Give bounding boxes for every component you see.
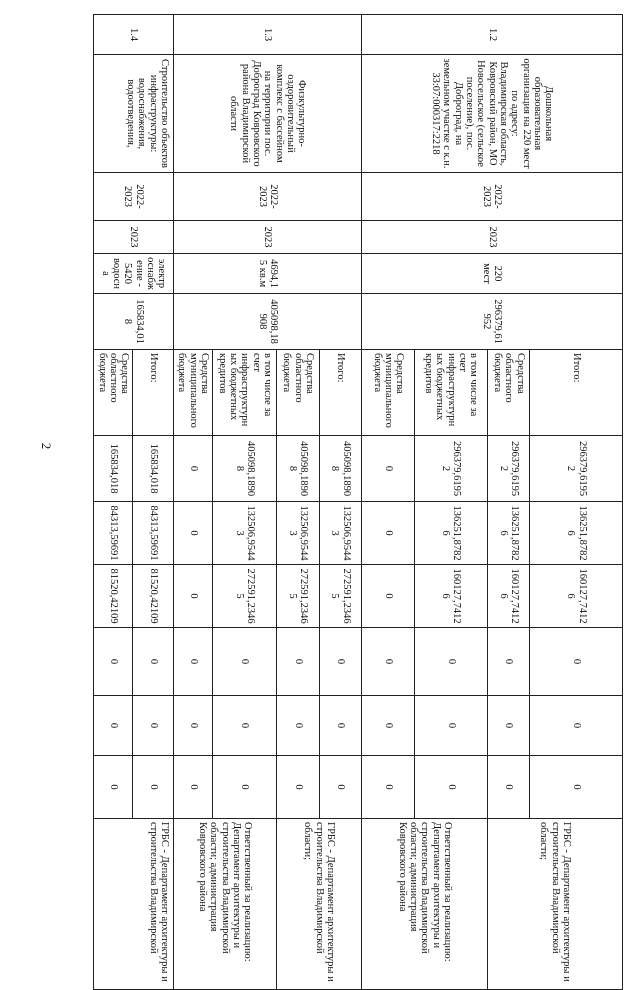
year-3-value: 0	[487, 628, 530, 696]
page-number: 2	[39, 442, 54, 450]
year-5-value: 0	[173, 756, 212, 819]
source-label: Средства муниципального бюджета	[173, 350, 212, 436]
capacity: 4694,15 кв.м	[173, 254, 361, 294]
year-2-value: 81520,42109	[133, 565, 173, 628]
year-1-value: 136251,87826	[415, 502, 487, 565]
year-2-value: 81520,42109	[94, 565, 133, 628]
year-4-value: 0	[362, 696, 415, 756]
source-label: Итого:	[530, 350, 623, 436]
year-1-value: 132506,95443	[277, 502, 320, 565]
year-2-value: 0	[173, 565, 212, 628]
year-4-value: 0	[319, 696, 362, 756]
source-label: Средства областного бюджета	[277, 350, 320, 436]
total-value: 405098,18908	[277, 436, 320, 502]
year-4-value: 0	[277, 696, 320, 756]
estimated-cost: 165834,018	[94, 294, 174, 350]
year-3-value: 0	[94, 628, 133, 696]
source-label: Средства областного бюджета	[94, 350, 133, 436]
year-1-value: 136251,87826	[487, 502, 530, 565]
year-1-value: 136251,87826	[530, 502, 623, 565]
year-2-value: 160127,74126	[530, 565, 623, 628]
year-4-value: 0	[415, 696, 487, 756]
total-value: 296379,61952	[487, 436, 530, 502]
responsible-cell: Ответственный за реализацию: Департамент архитектуры и строительства Владимирской области; администрация Ковровского района	[173, 819, 276, 990]
source-label: Средства муниципального бюджета	[362, 350, 415, 436]
year-5-value: 0	[487, 756, 530, 819]
year-2-value: 160127,74126	[487, 565, 530, 628]
year-1-value: 132506,95443	[213, 502, 277, 565]
year-3-value: 0	[277, 628, 320, 696]
year-1-value: 84313,59691	[133, 502, 173, 565]
total-value: 405098,18908	[319, 436, 362, 502]
capacity: 220 мест	[362, 254, 623, 294]
object-name: Строительство объектов инфраструктуры: водоснабжения, водоотведения,	[94, 55, 174, 173]
grbs-cell: ГРБС - Департамент архитектуры и строительства Владимирской	[94, 819, 174, 990]
source-label: Средства областного бюджета	[487, 350, 530, 436]
row-number: 1.4	[94, 15, 174, 55]
object-name: Дошкольная образовательная организация на 220 мест по адресу: Владимирская область, Ковровский район, МО Новосельское (сельское поселение), пос. Доброград, на земельном участке с к.н. 33:07:000317:2218	[362, 55, 623, 173]
rotated-table-area	[93, 14, 623, 982]
total-value: 296379,61952	[530, 436, 623, 502]
year-5-value: 0	[133, 756, 173, 819]
row-number: 1.2	[362, 15, 623, 55]
year-2-value: 272591,23465	[213, 565, 277, 628]
year-3-value: 0	[415, 628, 487, 696]
capacity: электроснабжение - 5420 водосна	[94, 254, 174, 294]
grbs-cell: ГРБС - Департамент архитектуры и строительства Владимирской области;	[277, 819, 362, 990]
year-1-value: 0	[362, 502, 415, 565]
period: 2022-2023	[94, 173, 174, 221]
year-4-value: 0	[94, 696, 133, 756]
period: 2022-2023	[362, 173, 623, 221]
year-5-value: 0	[94, 756, 133, 819]
year-5-value: 0	[530, 756, 623, 819]
year-3-value: 0	[319, 628, 362, 696]
year-2-value: 272591,23465	[277, 565, 320, 628]
year-5-value: 0	[319, 756, 362, 819]
year-3-value: 0	[362, 628, 415, 696]
object-financing-table	[93, 14, 623, 990]
year-3-value: 0	[173, 628, 212, 696]
year-5-value: 0	[415, 756, 487, 819]
year-4-value: 0	[133, 696, 173, 756]
total-value: 165834,018	[94, 436, 133, 502]
period: 2022-2023	[173, 173, 361, 221]
year-1-value: 84313,59691	[94, 502, 133, 565]
year-5-value: 0	[277, 756, 320, 819]
total-value: 165834,018	[133, 436, 173, 502]
total-value: 0	[173, 436, 212, 502]
year-4-value: 0	[173, 696, 212, 756]
year-2-value: 0	[362, 565, 415, 628]
responsible-cell: Ответственный за реализацию: Департамент архитектуры и строительства Владимирской области; администрация Ковровского района	[362, 819, 488, 990]
total-value: 0	[362, 436, 415, 502]
year-5-value: 0	[213, 756, 277, 819]
object-name: Физкультурно-оздоровительный комплекс с бассейном на территории пос. Доброград Ковровского района Владимирской области	[173, 55, 361, 173]
source-label: в том числе за счет инфраструктурных бюджетных кредитов	[415, 350, 487, 436]
commission-year: 2023	[94, 221, 174, 254]
source-label: Итого:	[319, 350, 362, 436]
year-3-value: 0	[530, 628, 623, 696]
year-3-value: 0	[213, 628, 277, 696]
estimated-cost: 296379,61952	[362, 294, 623, 350]
year-2-value: 160127,74126	[415, 565, 487, 628]
year-4-value: 0	[213, 696, 277, 756]
row-number: 1.3	[173, 15, 361, 55]
source-label: в том числе за счет инфраструктурных бюджетных кредитов	[213, 350, 277, 436]
year-3-value: 0	[133, 628, 173, 696]
commission-year: 2023	[362, 221, 623, 254]
year-1-value: 132506,95443	[319, 502, 362, 565]
year-4-value: 0	[487, 696, 530, 756]
year-2-value: 272591,23465	[319, 565, 362, 628]
year-1-value: 0	[173, 502, 212, 565]
year-4-value: 0	[530, 696, 623, 756]
total-value: 296379,61952	[415, 436, 487, 502]
total-value: 405098,18908	[213, 436, 277, 502]
year-5-value: 0	[362, 756, 415, 819]
source-label: Итого:	[133, 350, 173, 436]
commission-year: 2023	[173, 221, 361, 254]
grbs-cell: ГРБС - Департамент архитектуры и строительства Владимирской области;	[487, 819, 622, 990]
estimated-cost: 405098,18908	[173, 294, 361, 350]
